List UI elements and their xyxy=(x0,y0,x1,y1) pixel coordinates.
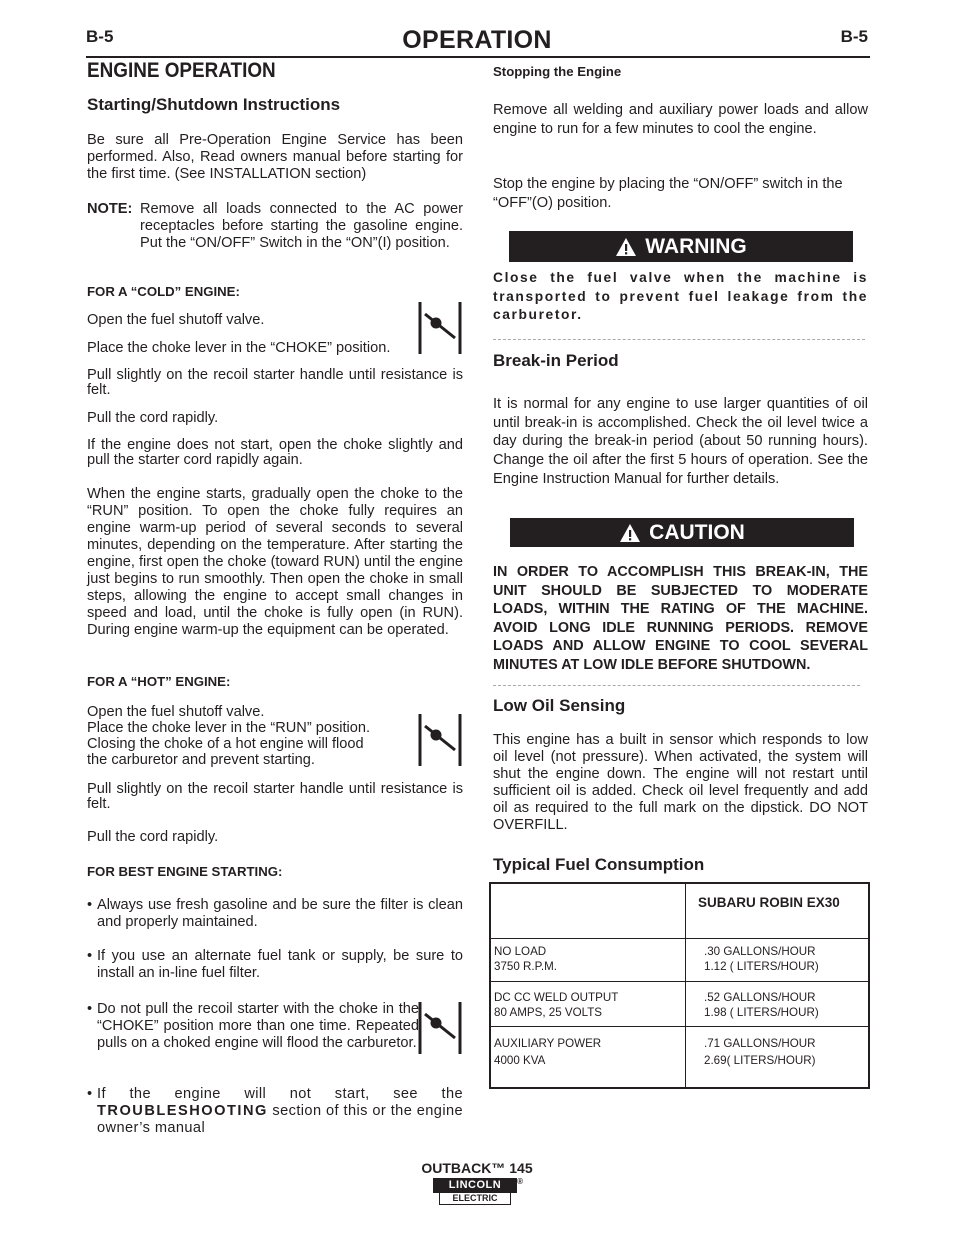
choke-lever-icon xyxy=(417,300,463,356)
caution-label: CAUTION xyxy=(649,520,745,544)
hot-step-cord: Pull the cord rapidly. xyxy=(87,829,219,845)
table-cell-value: .71 GALLONS/HOUR 2.69( LITERS/HOUR) xyxy=(686,1026,870,1088)
hot-engine-heading: FOR A “HOT” ENGINE: xyxy=(87,674,231,689)
choke-lever-icon xyxy=(417,1000,463,1056)
starting-heading: Starting/Shutdown Instructions xyxy=(87,95,341,114)
table-header-row xyxy=(490,883,869,938)
best-starting-heading: FOR BEST ENGINE STARTING: xyxy=(87,864,283,879)
warning-banner xyxy=(509,231,853,262)
choke-lever-icon xyxy=(417,712,463,768)
fuel-consumption-heading: Typical Fuel Consumption xyxy=(493,855,705,874)
page-number-right: B-5 xyxy=(840,27,868,46)
caution-text: IN ORDER TO ACCOMPLISH THIS BREAK-IN, THE UNIT SHOULD BE SUBJECTED TO MODERATE LOADS, WITHIN THE RATING OF THE MACHINE. AVOID LONG IDLE RUNNING PERIODS. REMOVE LOADS AND ALLOW ENGINE TO COOL SEVERAL MINUTES AT LOW IDLE BEFORE SHUTDOWN. xyxy=(493,564,868,673)
section-title: ENGINE OPERATION xyxy=(87,59,276,82)
fuel-consumption-table xyxy=(489,882,870,1089)
note-block xyxy=(87,201,463,252)
low-oil-heading: Low Oil Sensing xyxy=(493,696,626,715)
low-oil-paragraph: This engine has a built in sensor which responds to low oil level (not pressure). When activated, the system will shut the engine down. The engine will not restart until sufficient oil is added. Check oil level frequently and add oil as required to the full mark on the dipstick. DO NOT OVERFILL. xyxy=(493,732,868,833)
table-row xyxy=(490,938,869,981)
cold-step-4: Pull the cord rapidly. xyxy=(87,410,219,426)
bullet-fuel-filter: If you use an alternate fuel tank or supply, be sure to install an in-line fuel filter. xyxy=(97,948,463,981)
logo-top-text: LINCOLN xyxy=(433,1178,517,1193)
cold-engine-heading: FOR A “COLD” ENGINE: xyxy=(87,284,240,299)
table-corner-cell xyxy=(490,883,686,938)
divider xyxy=(493,339,865,340)
warning-label: WARNING xyxy=(645,234,747,258)
list-item: • If the engine will not start, see the TROUBLESHOOTING section of this or the engine owner’s manual xyxy=(87,1086,463,1136)
bullet-recoil-starter: Do not pull the recoil starter with the choke in the “CHOKE” position more than one time. Repeated pulls on a choked engine will flood the carburetor. xyxy=(97,1001,419,1051)
break-in-paragraph: It is normal for any engine to use larger quantities of oil until break-in is accomplished. Check the oil level twice a day during the break-in period (about 50 running hours). Change the oil after the first 5 hours of operation. See the Engine Instruction Manual for further details. xyxy=(493,396,868,487)
intro-paragraph: Be sure all Pre-Operation Engine Service has been performed. Also, Read owners manual before starting for the first time. (See INSTALLATION section) xyxy=(87,132,463,182)
warning-text: Close the fuel valve when the machine is transported to prevent fuel leakage from the carburetor. xyxy=(493,270,868,322)
column-header-subaru: SUBARU ROBIN EX30 xyxy=(686,883,870,938)
registered-mark: ® xyxy=(517,1177,523,1186)
header-rule xyxy=(86,56,870,58)
table-cell-value: .52 GALLONS/HOUR 1.98 ( LITERS/HOUR) xyxy=(686,981,870,1026)
caution-banner xyxy=(510,518,854,547)
product-model: OUTBACK™ 145 xyxy=(421,1160,533,1176)
logo-bottom-text: ELECTRIC xyxy=(439,1193,511,1205)
list-item: • Do not pull the recoil starter with the choke in the “CHOKE” position more than one time. Repeated pulls on a choked engine will flood the carburetor. xyxy=(87,1001,419,1051)
cold-step-3: Pull slightly on the recoil starter handle until resistance is felt. xyxy=(87,367,463,398)
hot-step-pull: Pull slightly on the recoil starter handle until resistance is felt. xyxy=(87,781,463,812)
troubleshooting-link-text: TROUBLESHOOTING xyxy=(97,1103,268,1119)
list-item: • Always use fresh gasoline and be sure the filter is clean and properly maintained. xyxy=(87,897,463,930)
table-cell-label: AUXILIARY POWER 4000 KVA xyxy=(490,1026,686,1088)
break-in-heading: Break-in Period xyxy=(493,351,619,370)
bullet-fresh-gasoline: Always use fresh gasoline and be sure the filter is clean and properly maintained. xyxy=(97,897,463,930)
stopping-paragraph-2: Stop the engine by placing the “ON/OFF” switch in the “OFF”(O) position. xyxy=(493,176,843,211)
stopping-paragraph-1: Remove all welding and auxiliary power loads and allow engine to run for a few minutes to cool the engine. xyxy=(493,102,868,137)
hot-lines xyxy=(87,704,370,768)
cold-step-1: Open the fuel shutoff valve. xyxy=(87,312,265,328)
page-title: OPERATION xyxy=(402,26,552,54)
table-cell-label: NO LOAD 3750 R.P.M. xyxy=(490,938,686,981)
hot-line-2: Place the choke lever in the “RUN” position. xyxy=(87,720,371,736)
table-cell-label: DC CC WELD OUTPUT 80 AMPS, 25 VOLTS xyxy=(490,981,686,1026)
page-number-left: B-5 xyxy=(86,27,114,46)
bullet-troubleshooting: If the engine will not start, see the TROUBLESHOOTING section of this or the engine owner’s manual xyxy=(97,1086,463,1136)
lincoln-electric-logo xyxy=(433,1178,522,1205)
hot-line-1: Open the fuel shutoff valve. xyxy=(87,704,265,720)
divider xyxy=(493,685,860,686)
warning-triangle-icon xyxy=(619,523,641,543)
hot-line-4: the carburetor and prevent starting. xyxy=(87,752,315,768)
list-item: • If you use an alternate fuel tank or supply, be sure to install an in-line fuel filter. xyxy=(87,948,463,981)
stopping-heading: Stopping the Engine xyxy=(493,64,622,79)
note-text: Remove all loads connected to the AC power receptacles before starting the gasoline engine. Put the “ON/OFF” Switch in the “ON”(I) position. xyxy=(140,201,463,251)
table-row xyxy=(490,1026,869,1088)
table-row xyxy=(490,981,869,1026)
table-cell-value: .30 GALLONS/HOUR 1.12 ( LITERS/HOUR) xyxy=(686,938,870,981)
note-label: NOTE: xyxy=(87,201,133,217)
hot-line-3: Closing the choke of a hot engine will flood xyxy=(87,736,364,752)
cold-step-2: Place the choke lever in the “CHOKE” position. xyxy=(87,340,391,356)
cold-step-5: If the engine does not start, open the choke slightly and pull the starter cord rapidly again. xyxy=(87,437,463,468)
warning-triangle-icon xyxy=(615,237,637,257)
cold-step-6: When the engine starts, gradually open the choke to the “RUN” position. To open the choke fully requires an engine warm-up period of several seconds to several minutes, depending on the temperature. After starting the engine, first open the choke (toward RUN) until the engine just begins to run smoothly. Then open the choke in small steps, allowing the engine to accept small changes in speed and load, until the choke is fully open (in RUN). During engine warm-up the equipment can be operated. xyxy=(87,486,463,638)
